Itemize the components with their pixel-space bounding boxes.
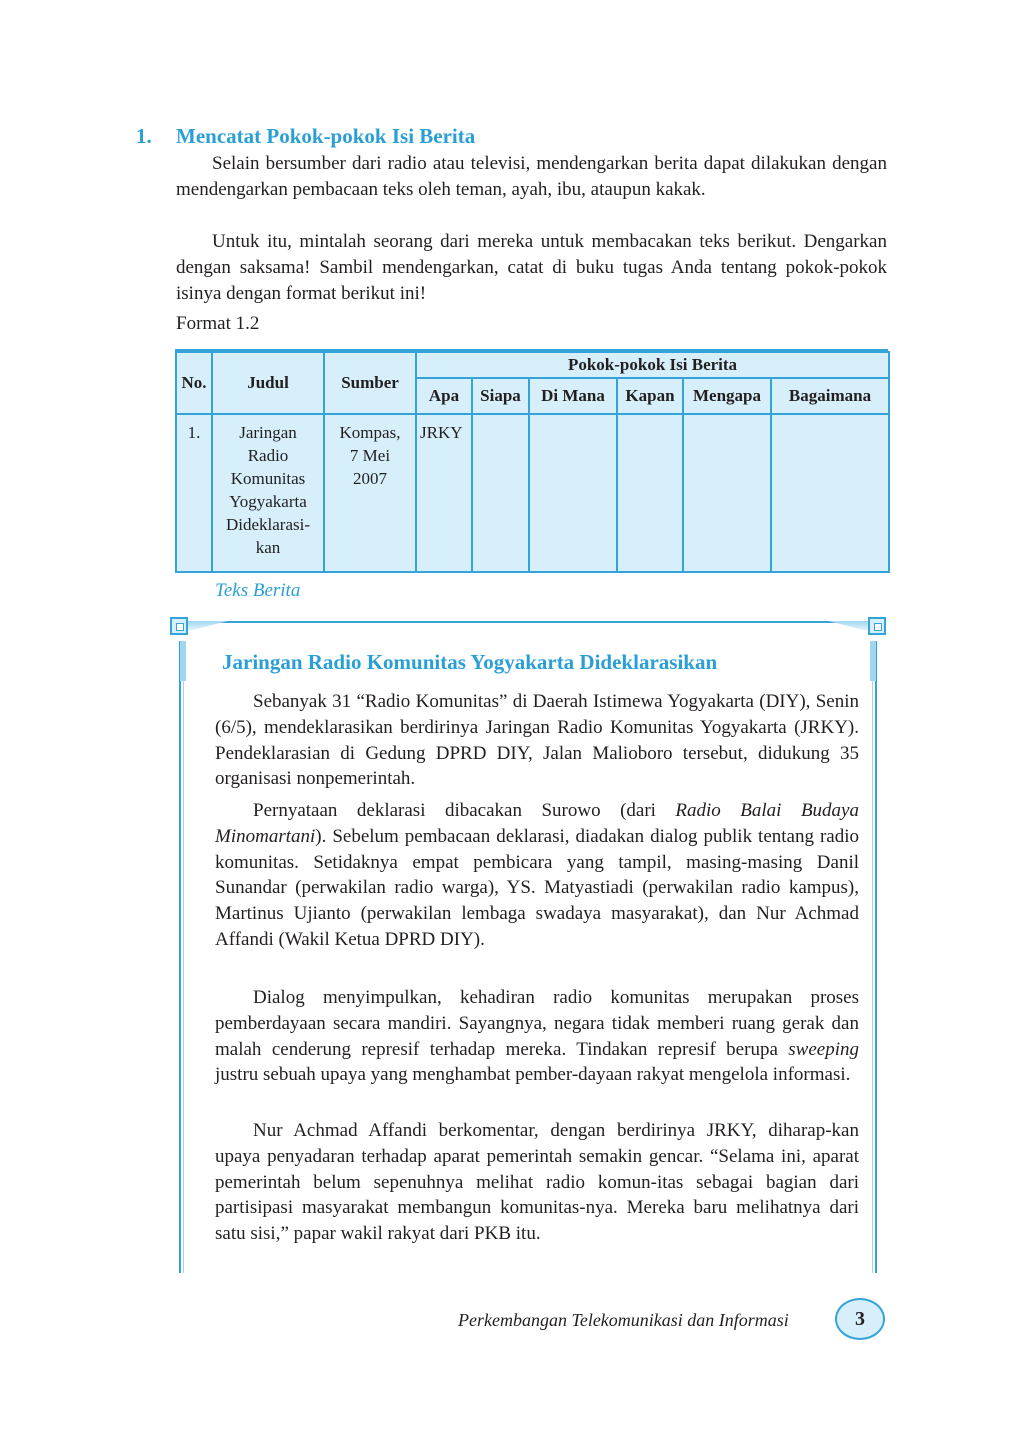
intro-paragraph-2 bbox=[176, 229, 887, 307]
cell-kapan bbox=[617, 414, 683, 572]
cell-siapa bbox=[472, 414, 529, 572]
news-paragraph-2-italic: Radio Balai Budaya Minomartani bbox=[215, 800, 859, 847]
cell-no: 1. bbox=[176, 414, 212, 572]
header-apa: Apa bbox=[416, 378, 472, 414]
cell-judul-line: Dideklarasi- bbox=[225, 515, 311, 534]
cell-apa: JRKY bbox=[416, 414, 472, 572]
cell-judul bbox=[212, 414, 324, 572]
frame-left-border bbox=[179, 641, 181, 1273]
text-caption: Teks Berita bbox=[215, 580, 301, 601]
header-pokok-group: Pokok-pokok Isi Berita bbox=[416, 352, 889, 378]
header-kapan: Kapan bbox=[617, 378, 683, 414]
cell-judul-line: Jaringan bbox=[239, 423, 297, 442]
intro-paragraph-1 bbox=[176, 151, 887, 203]
page-number-badge: 3 bbox=[835, 1298, 885, 1340]
cell-judul-line: Radio bbox=[247, 446, 289, 465]
news-paragraph-3 bbox=[215, 985, 859, 1088]
cell-sumber-line: 2007 bbox=[353, 469, 387, 488]
news-paragraph-2-text: Pernyataan deklarasi dibacakan Surowo (dari bbox=[253, 800, 676, 821]
news-paragraph-3-italic: sweeping bbox=[788, 1038, 859, 1060]
news-paragraph-1 bbox=[215, 689, 859, 792]
header-no: No. bbox=[176, 352, 212, 414]
frame-right-wing bbox=[828, 621, 868, 631]
cell-dimana bbox=[529, 414, 617, 572]
cell-mengapa bbox=[683, 414, 771, 572]
news-paragraph-1-text: Sebanyak 31 “Radio Komunitas” di Daerah Istimewa Yogyakarta (DIY), Senin (6/5), mendeklarasikan berdirinya Jaringan Radio Komunitas Yogyakarta (JRKY). Pendeklarasian di Gedung DPRD DIY, Jalan Malioboro tersebut, didukung 35 organisasi nonpemerintah. bbox=[215, 691, 859, 790]
section-number: 1. bbox=[136, 124, 152, 148]
section-heading bbox=[136, 124, 475, 149]
frame-right-border-inner bbox=[872, 641, 873, 1273]
news-summary-table bbox=[175, 351, 890, 573]
cell-judul-line: Yogyakarta bbox=[229, 492, 307, 511]
table-row bbox=[176, 414, 889, 572]
frame-right-border bbox=[875, 641, 877, 1273]
news-paragraph-3-text: justru sebuah upaya yang menghambat pember-dayaan rakyat mengelola informasi. bbox=[215, 1064, 851, 1086]
frame-corner-ornament bbox=[868, 617, 886, 635]
header-judul: Judul bbox=[212, 352, 324, 414]
news-title: Jaringan Radio Komunitas Yogyakarta Dideklarasikan bbox=[222, 650, 718, 674]
news-paragraph-4 bbox=[215, 1118, 859, 1247]
header-bagaimana: Bagaimana bbox=[771, 378, 889, 414]
intro-paragraph-2-text: Untuk itu, mintalah seorang dari mereka untuk membacakan teks berikut. Dengarkan dengan saksama! Sambil mendengarkan, catat di buku tugas Anda tentang pokok-pokok isinya dengan format berikut ini! bbox=[176, 231, 887, 304]
frame-right-tab bbox=[870, 641, 876, 681]
cell-sumber bbox=[324, 414, 416, 572]
header-dimana: Di Mana bbox=[529, 378, 617, 414]
section-title: Mencatat Pokok-pokok Isi Berita bbox=[176, 124, 476, 148]
frame-left-border-inner bbox=[183, 641, 184, 1273]
news-paragraph-3-text: Dialog menyimpulkan, kehadiran radio komunitas merupakan proses pemberdayaan secara mandiri. Sayangnya, negara tidak memberi ruang gerak dan malah cenderung represif terhadap mereka. Tindakan represif berupa bbox=[215, 987, 859, 1060]
header-mengapa: Mengapa bbox=[683, 378, 771, 414]
format-label: Format 1.2 bbox=[176, 313, 260, 334]
header-sumber: Sumber bbox=[324, 352, 416, 414]
intro-paragraph-1-text: Selain bersumber dari radio atau televisi, mendengarkan berita dapat dilakukan dengan mendengarkan pembacaan teks oleh teman, ayah, ibu, ataupun kakak. bbox=[176, 153, 887, 200]
footer-book-title: Perkembangan Telekomunikasi dan Informasi bbox=[458, 1310, 789, 1330]
news-paragraph-4-text: Nur Achmad Affandi berkomentar, dengan berdirinya JRKY, diharap-kan upaya penyadaran terhadap aparat pemerintah semakin gencar. “Selama ini, aparat pemerintah belum sepenuhnya melihat radio komun-itas sebagai bagian dari partisipasi masyarakat membangun komunitas-nya. Mereka baru melihatnya dari satu sisi,” papar wakil rakyat dari PKB itu. bbox=[215, 1120, 859, 1245]
cell-sumber-line: Kompas, bbox=[339, 423, 401, 442]
frame-corner-ornament bbox=[170, 617, 188, 635]
header-siapa: Siapa bbox=[472, 378, 529, 414]
cell-judul-line: kan bbox=[255, 538, 281, 557]
news-paragraph-2 bbox=[215, 798, 859, 953]
news-paragraph-2-text: ). Sebelum pembacaan deklarasi, diadakan dialog publik tentang radio komunitas. Setidaknya empat pembicara yang tampil, masing-masing Danil Sunandar (perwakilan radio warga), YS. Matyastiadi (perwakilan radio kampus), Martinus Ujianto (perwakilan lembaga swadaya masyarakat), dan Nur Achmad Affandi (Wakil Ketua DPRD DIY). bbox=[215, 825, 859, 950]
cell-bagaimana bbox=[771, 414, 889, 572]
cell-sumber-line: 7 Mei bbox=[349, 446, 391, 465]
frame-top-border bbox=[188, 621, 868, 623]
frame-left-wing bbox=[188, 621, 228, 631]
cell-judul-line: Komunitas bbox=[230, 469, 306, 488]
frame-left-tab bbox=[180, 641, 186, 681]
